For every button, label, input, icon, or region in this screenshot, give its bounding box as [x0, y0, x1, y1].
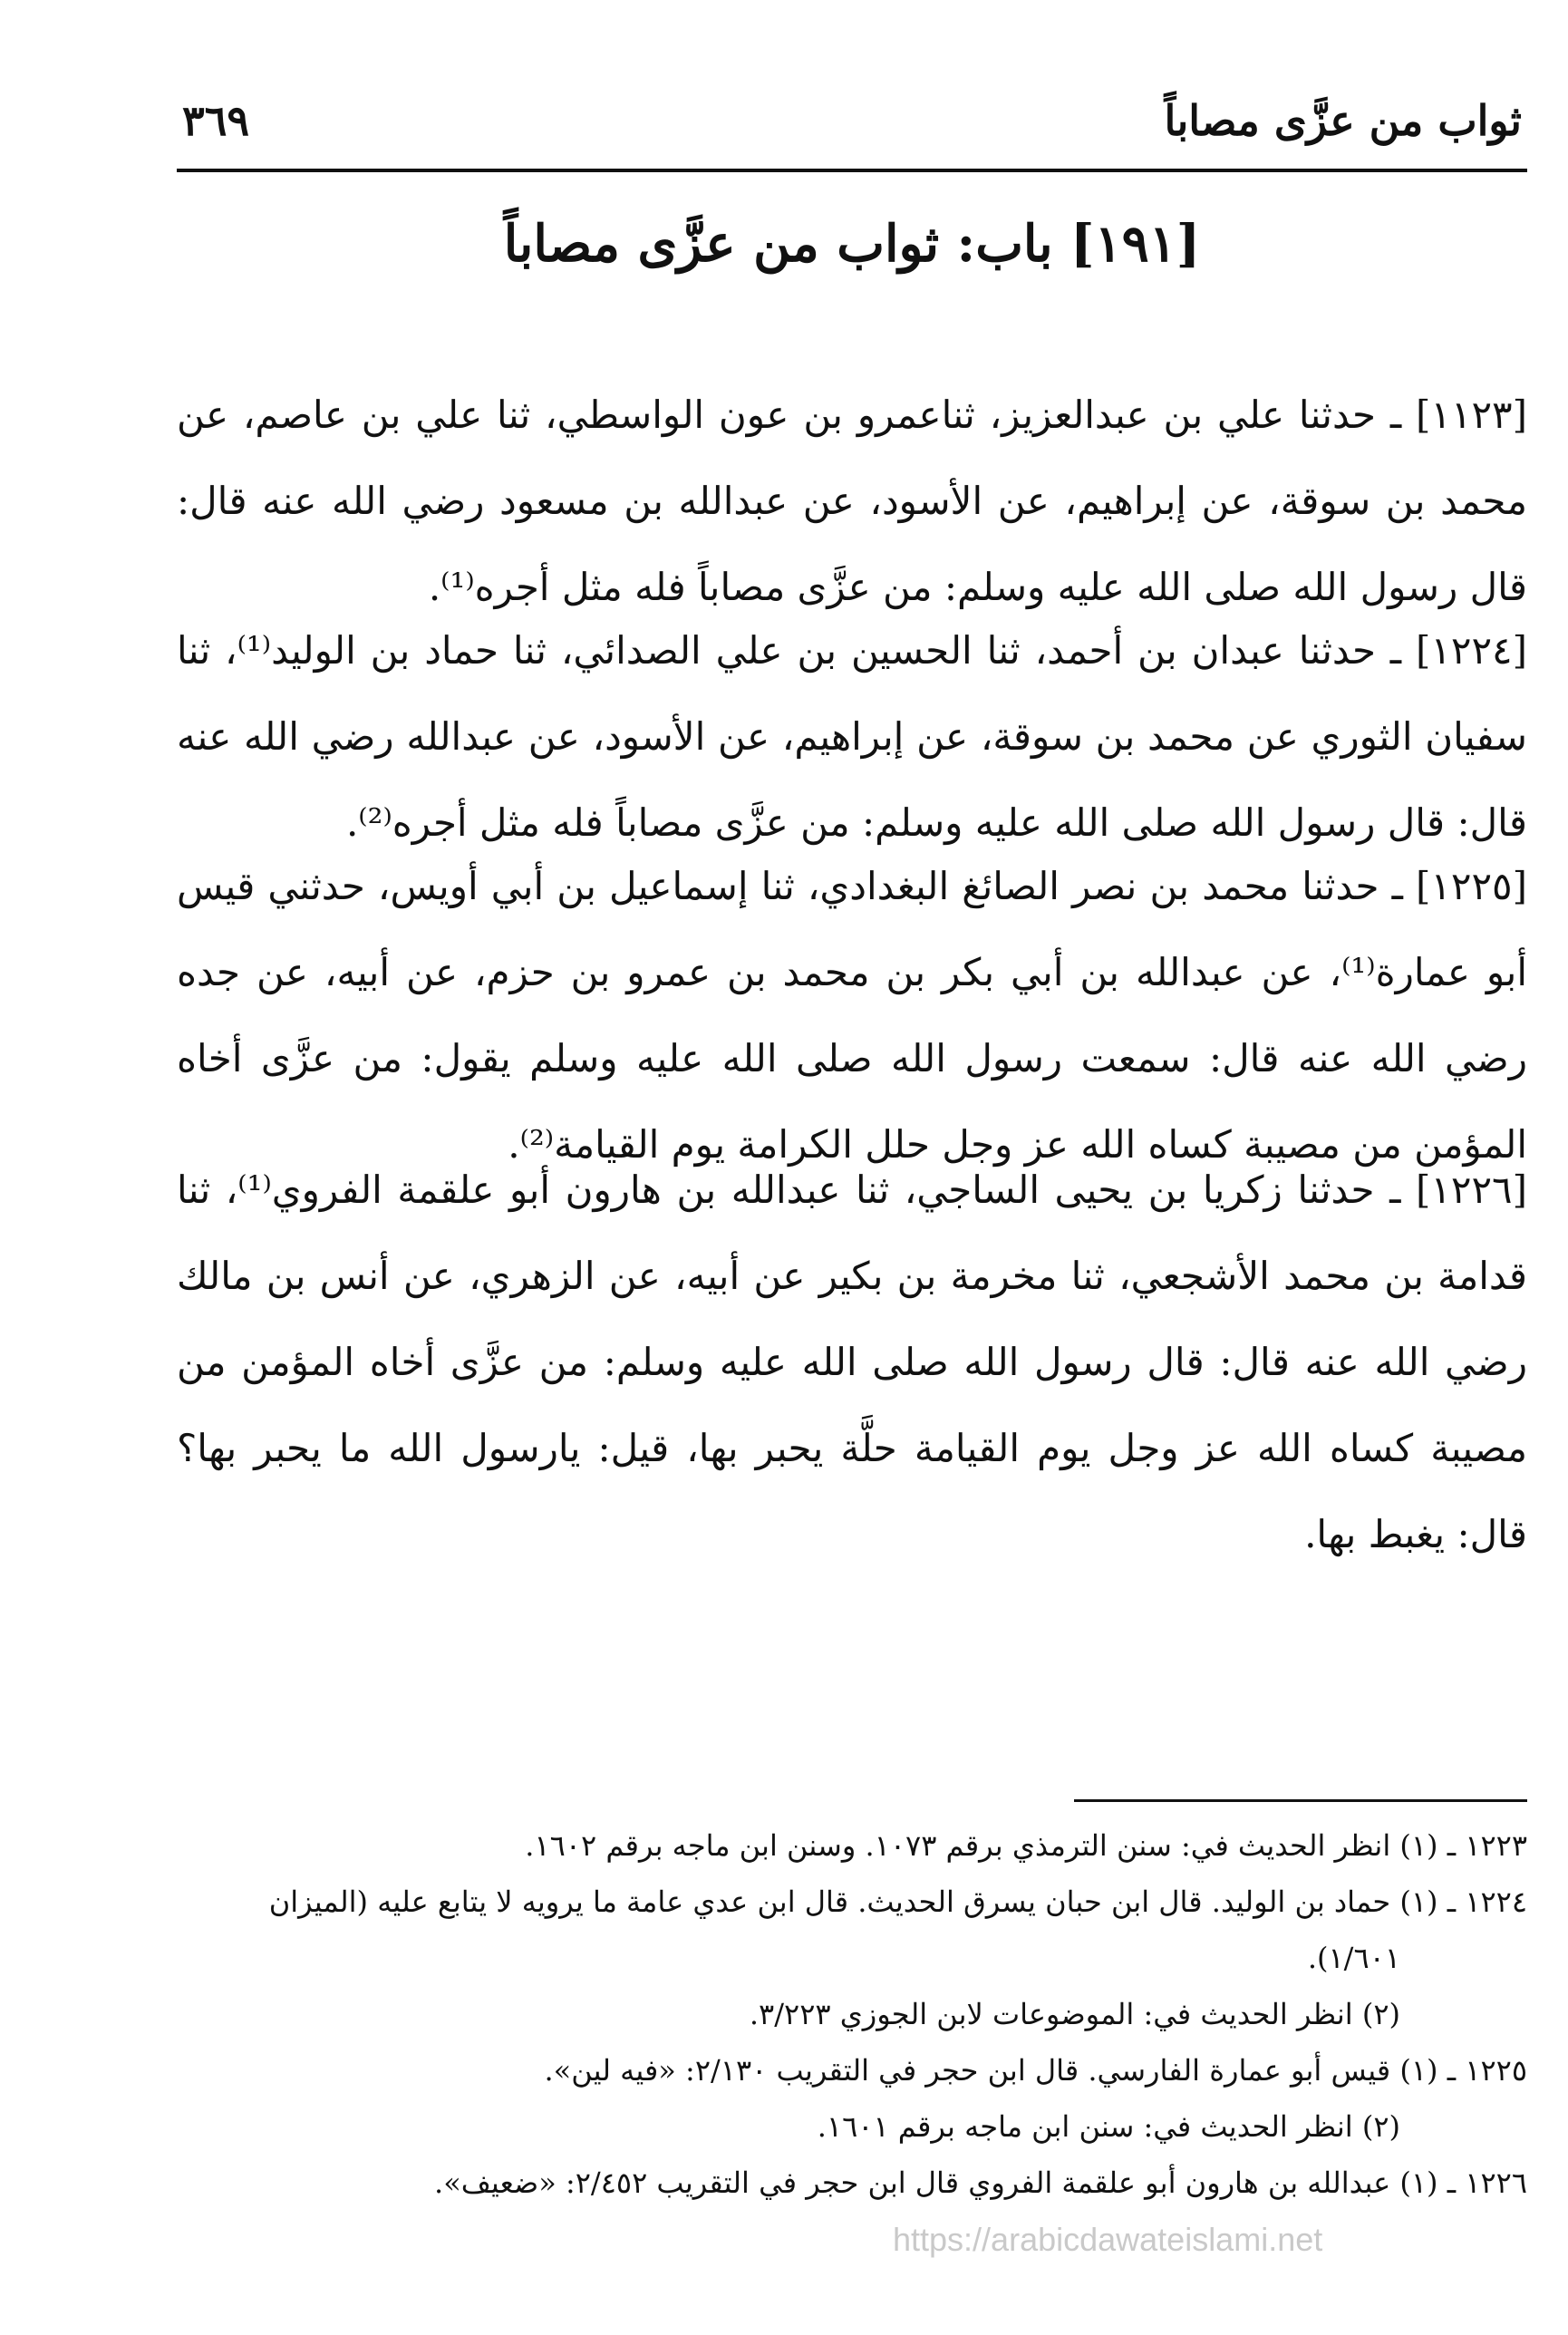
hadith-1123: [١١٢٣] ـ حدثنا علي بن عبدالعزيز، ثناعمرو بن عون الواسطي، ثنا علي بن عاصم، عن محمد بن سوقة، عن إبراهيم، عن الأسود، عن عبدالله بن مسعود رضي الله عنه قال: قال رسول الله صلى الله عليه وسلم: من عزَّى مصاباً فله مثل أجره⁽¹⁾. [177, 392, 1527, 609]
footnote-1224-1-continued: ١/٦٠١). [1307, 1941, 1400, 1975]
running-header [177, 73, 1527, 172]
website-watermark: https://arabicdawateislami.net [893, 2221, 1323, 2258]
page-number: ٣٦٩ [182, 96, 250, 145]
footnote-1224-2: (٢) انظر الحديث في: الموضوعات لابن الجوزي ٣/٢٢٣. [749, 1997, 1400, 2031]
chapter-title: [١٩١] باب: ثواب من عزَّى مصاباً [503, 214, 1201, 274]
hadith-1224: [١٢٢٤] ـ حدثنا عبدان بن أحمد، ثنا الحسين بن علي الصدائي، ثنا حماد بن الوليد⁽¹⁾، ثنا سفيان الثوري عن محمد بن سوقة، عن إبراهيم، عن الأسود، عن عبدالله رضي الله عنه قال: قال رسول الله صلى الله عليه وسلم: من عزَّى مصاباً فله مثل أجره⁽²⁾. [177, 628, 1527, 845]
footnotes [177, 1817, 1527, 2211]
footnote-1225-2: (٢) انظر الحديث في: سنن ابن ماجه برقم ١٦٠١. [817, 2109, 1400, 2144]
running-title: ثواب من عزَّى مصاباً [1164, 96, 1522, 145]
book-page [177, 63, 1527, 2293]
footnote-1224-1: ١٢٢٤ ـ (١) حماد بن الوليد. قال ابن حبان يسرق الحديث. قال ابن عدي عامة ما يرويه لا يتابع عليه (الميزان [268, 1884, 1527, 1919]
footnote-1225-1: ١٢٢٥ ـ (١) قيس أبو عمارة الفارسي. قال ابن حجر في التقريب ٢/١٣٠: «فيه لين». [544, 2053, 1527, 2088]
hadith-1225: [١٢٢٥] ـ حدثنا محمد بن نصر الصائغ البغدادي، ثنا إسماعيل بن أبي أويس، حدثني قيس أبو عمارة⁽¹⁾، عن عبدالله بن أبي بكر بن محمد بن عمرو بن حزم، عن أبيه، عن جده رضي الله عنه قال: سمعت رسول الله صلى الله عليه وسلم يقول: من عزَّى أخاه المؤمن من مصيبة كساه الله عز وجل حلل الكرامة يوم القيامة⁽²⁾. [177, 864, 1527, 1167]
hadith-1226: [١٢٢٦] ـ حدثنا زكريا بن يحيى الساجي، ثنا عبدالله بن هارون أبو علقمة الفروي⁽¹⁾، ثنا قدامة بن محمد الأشجعي، ثنا مخرمة بن بكير عن أبيه، عن الزهري، عن أنس بن مالك رضي الله عنه قال: قال رسول الله صلى الله عليه وسلم: من عزَّى أخاه المؤمن من مصيبة كساه الله عز وجل يوم القيامة حلَّة يحبر بها، قيل: يارسول الله ما يحبر بها؟ قال: يغبط بها. [177, 1168, 1527, 1556]
footnotes-divider [1074, 1799, 1527, 1802]
footnote-1226-1: ١٢٢٦ ـ (١) عبدالله بن هارون أبو علقمة الفروي قال ابن حجر في التقريب ٢/٤٥٢: «ضعيف». [434, 2165, 1527, 2200]
footnote-1223-1: ١٢٢٣ ـ (١) انظر الحديث في: سنن الترمذي برقم ١٠٧٣. وسنن ابن ماجه برقم ١٦٠٢. [525, 1828, 1527, 1863]
